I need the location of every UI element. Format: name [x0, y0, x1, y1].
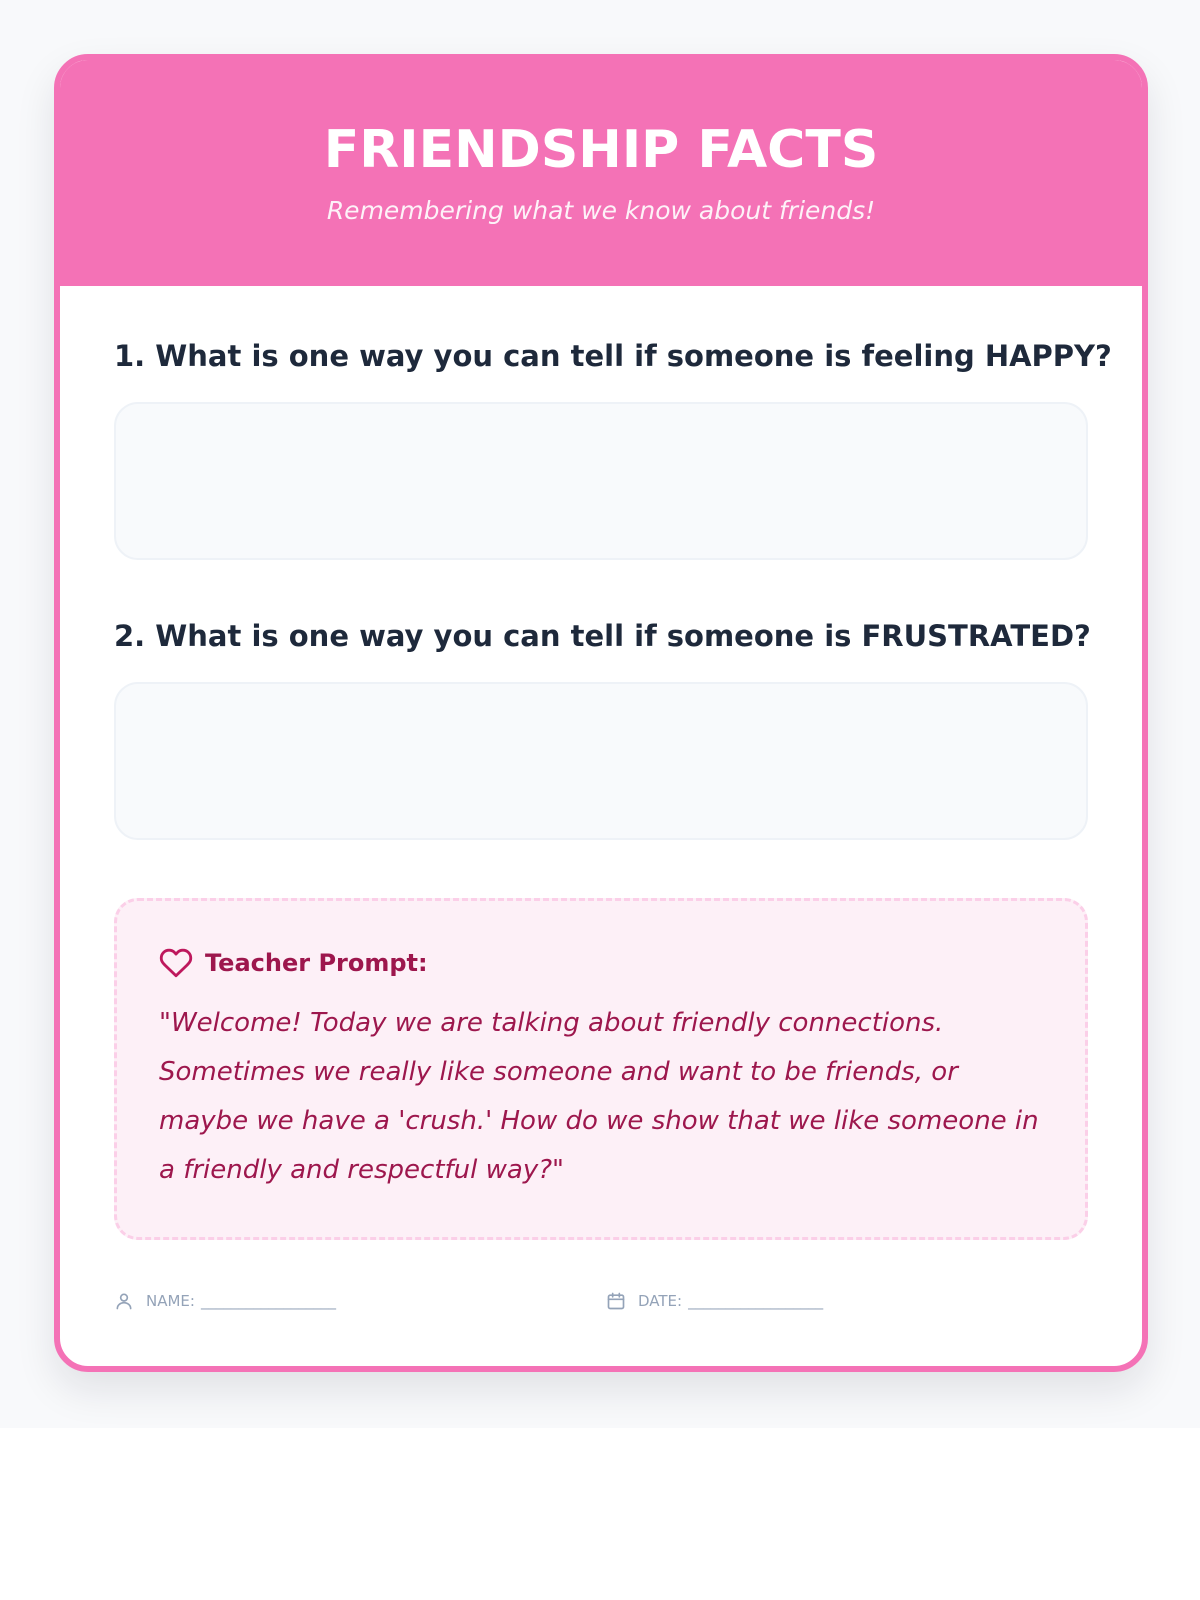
worksheet-title: FRIENDSHIP FACTS — [323, 120, 879, 180]
user-icon — [114, 1291, 134, 1311]
date-line: __________________ — [688, 1292, 824, 1310]
name-field[interactable] — [114, 1286, 336, 1316]
name-label: NAME: — [146, 1292, 195, 1310]
worksheet-card — [54, 54, 1148, 1372]
question-2: 2. What is one way you can tell if someone is FRUSTRATED? — [114, 619, 1091, 653]
answer-field-1[interactable] — [114, 402, 1088, 560]
date-field[interactable] — [606, 1286, 823, 1316]
calendar-icon — [606, 1291, 626, 1311]
teacher-prompt-heading — [159, 943, 428, 983]
heart-icon — [159, 946, 193, 980]
worksheet-header — [60, 60, 1142, 286]
teacher-prompt-box — [114, 898, 1088, 1240]
question-1: 1. What is one way you can tell if someone is feeling HAPPY? — [114, 339, 1112, 373]
name-line: __________________ — [200, 1292, 336, 1310]
date-label: DATE: — [638, 1292, 683, 1310]
answer-field-2[interactable] — [114, 682, 1088, 840]
teacher-prompt-text: "Welcome! Today we are talking about friendly connections. Sometimes we really like someone and want to be friends, or maybe we have a 'crush.' How do we show that we like someone in a friendly and respectful way?" — [159, 1008, 1039, 1185]
teacher-prompt-label: Teacher Prompt: — [205, 949, 428, 977]
worksheet-subtitle: Remembering what we know about friends! — [326, 196, 876, 225]
